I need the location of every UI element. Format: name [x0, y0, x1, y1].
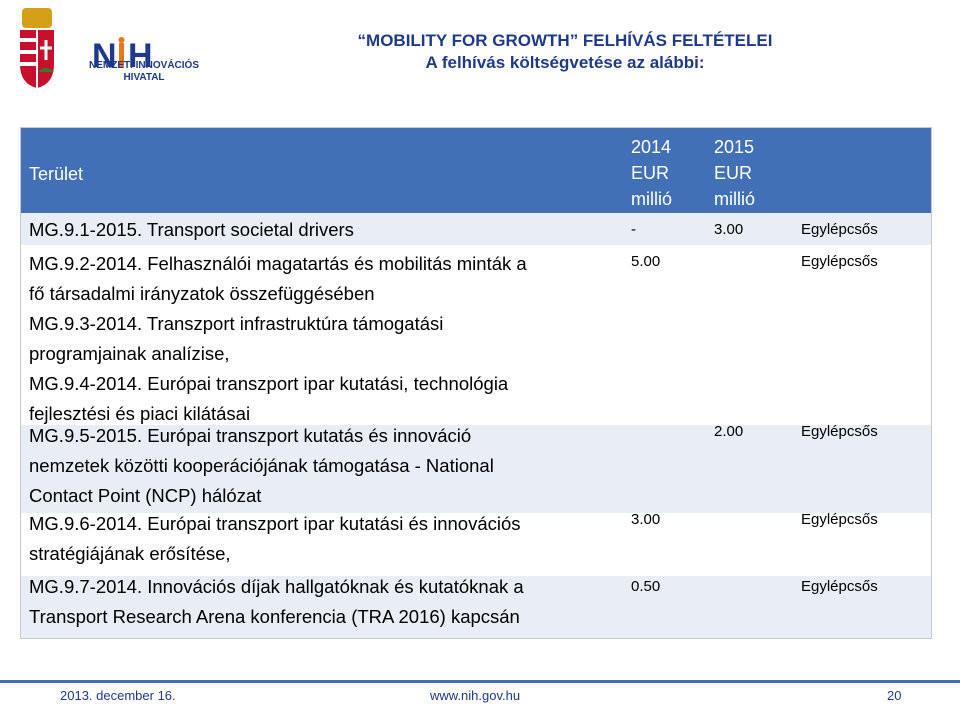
row-value-2014: 3.00 — [631, 511, 661, 528]
header-area: Terület — [29, 164, 84, 184]
row-value-2015: 2.00 — [714, 423, 744, 440]
row-desc-line: MG.9.7-2014. Innovációs díjak hallgatóknak és kutatóknak a — [29, 576, 524, 597]
header-2014 — [631, 134, 672, 212]
row-type: Egylépcsős — [801, 423, 878, 440]
row-type: Egylépcsős — [801, 511, 878, 528]
logo-subtitle — [84, 60, 204, 84]
header-2015-year: 2015 — [714, 137, 755, 157]
table-header — [21, 128, 931, 213]
row-description — [29, 215, 619, 245]
page-header — [0, 0, 960, 100]
row-desc-line: nemzetek közötti kooperációjának támogatása - National — [29, 455, 494, 476]
row-desc-line: Contact Point (NCP) hálózat — [29, 485, 262, 506]
row-desc-line: stratégiájának erősítése, — [29, 543, 231, 564]
header-2015-scale: millió — [714, 189, 756, 209]
table-row — [21, 513, 931, 576]
row-desc-line: MG.9.6-2014. Európai transzport ipar kutatási és innovációs — [29, 513, 521, 534]
row-value-2015: 3.00 — [714, 221, 744, 238]
table-row — [21, 425, 931, 513]
row-value-2014: - — [631, 221, 636, 238]
svg-text:H: H — [128, 37, 153, 75]
row-desc-line: MG.9.3-2014. Transzport infrastruktúra támogatási — [29, 313, 444, 334]
header-2014-unit: EUR — [631, 163, 670, 183]
row-type: Egylépcsős — [801, 253, 878, 270]
row-type: Egylépcsős — [801, 578, 878, 595]
hungarian-coat-of-arms-icon — [14, 8, 60, 90]
header-2014-year: 2014 — [631, 137, 672, 157]
row-desc-line: MG.9.2-2014. Felhasználói magatartás és mobilitás minták a — [29, 253, 527, 274]
row-desc-line: MG.9.5-2015. Európai transzport kutatás és innováció — [29, 425, 472, 446]
row-description — [29, 509, 619, 569]
row-desc-line: Transport Research Arena konferencia (TRA 2016) kapcsán — [29, 606, 520, 627]
footer-page-number: 20 — [887, 688, 902, 703]
footer-divider — [0, 680, 960, 683]
row-type: Egylépcsős — [801, 221, 878, 238]
title-line-1: “MOBILITY FOR GROWTH” FELHÍVÁS FELTÉTELEI — [357, 31, 773, 50]
row-desc-line: MG.9.4-2014. Európai transzport ipar kutatási, technológia — [29, 373, 509, 394]
row-desc-line: MG.9.1-2015. Transport societal drivers — [29, 219, 354, 240]
footer-date: 2013. december 16. — [60, 688, 176, 703]
logo-sub-line-1: NEMZETI INNOVÁCIÓS — [88, 60, 199, 71]
footer-url[interactable]: www.nih.gov.hu — [430, 688, 521, 703]
svg-text:N: N — [92, 37, 117, 75]
row-value-2014: 5.00 — [631, 253, 661, 270]
row-description — [29, 421, 619, 511]
page-title — [330, 30, 800, 74]
table-row — [21, 245, 931, 425]
row-desc-line: fejlesztési és piaci kilátásai — [29, 403, 251, 424]
header-2015 — [714, 134, 755, 212]
table-row — [21, 576, 931, 638]
row-desc-line: fő társadalmi irányzatok összefüggésében — [29, 283, 375, 304]
title-line-2: A felhívás költségvetése az alábbi: — [425, 53, 705, 72]
row-desc-line: programjainak analízise, — [29, 343, 230, 364]
row-value-2014: 0.50 — [631, 578, 661, 595]
header-2014-scale: millió — [631, 189, 673, 209]
header-2015-unit: EUR — [714, 163, 753, 183]
row-description — [29, 249, 619, 429]
row-description — [29, 572, 619, 632]
table-row — [21, 213, 931, 245]
budget-table — [20, 127, 932, 639]
logo-sub-line-2: HIVATAL — [123, 72, 165, 83]
